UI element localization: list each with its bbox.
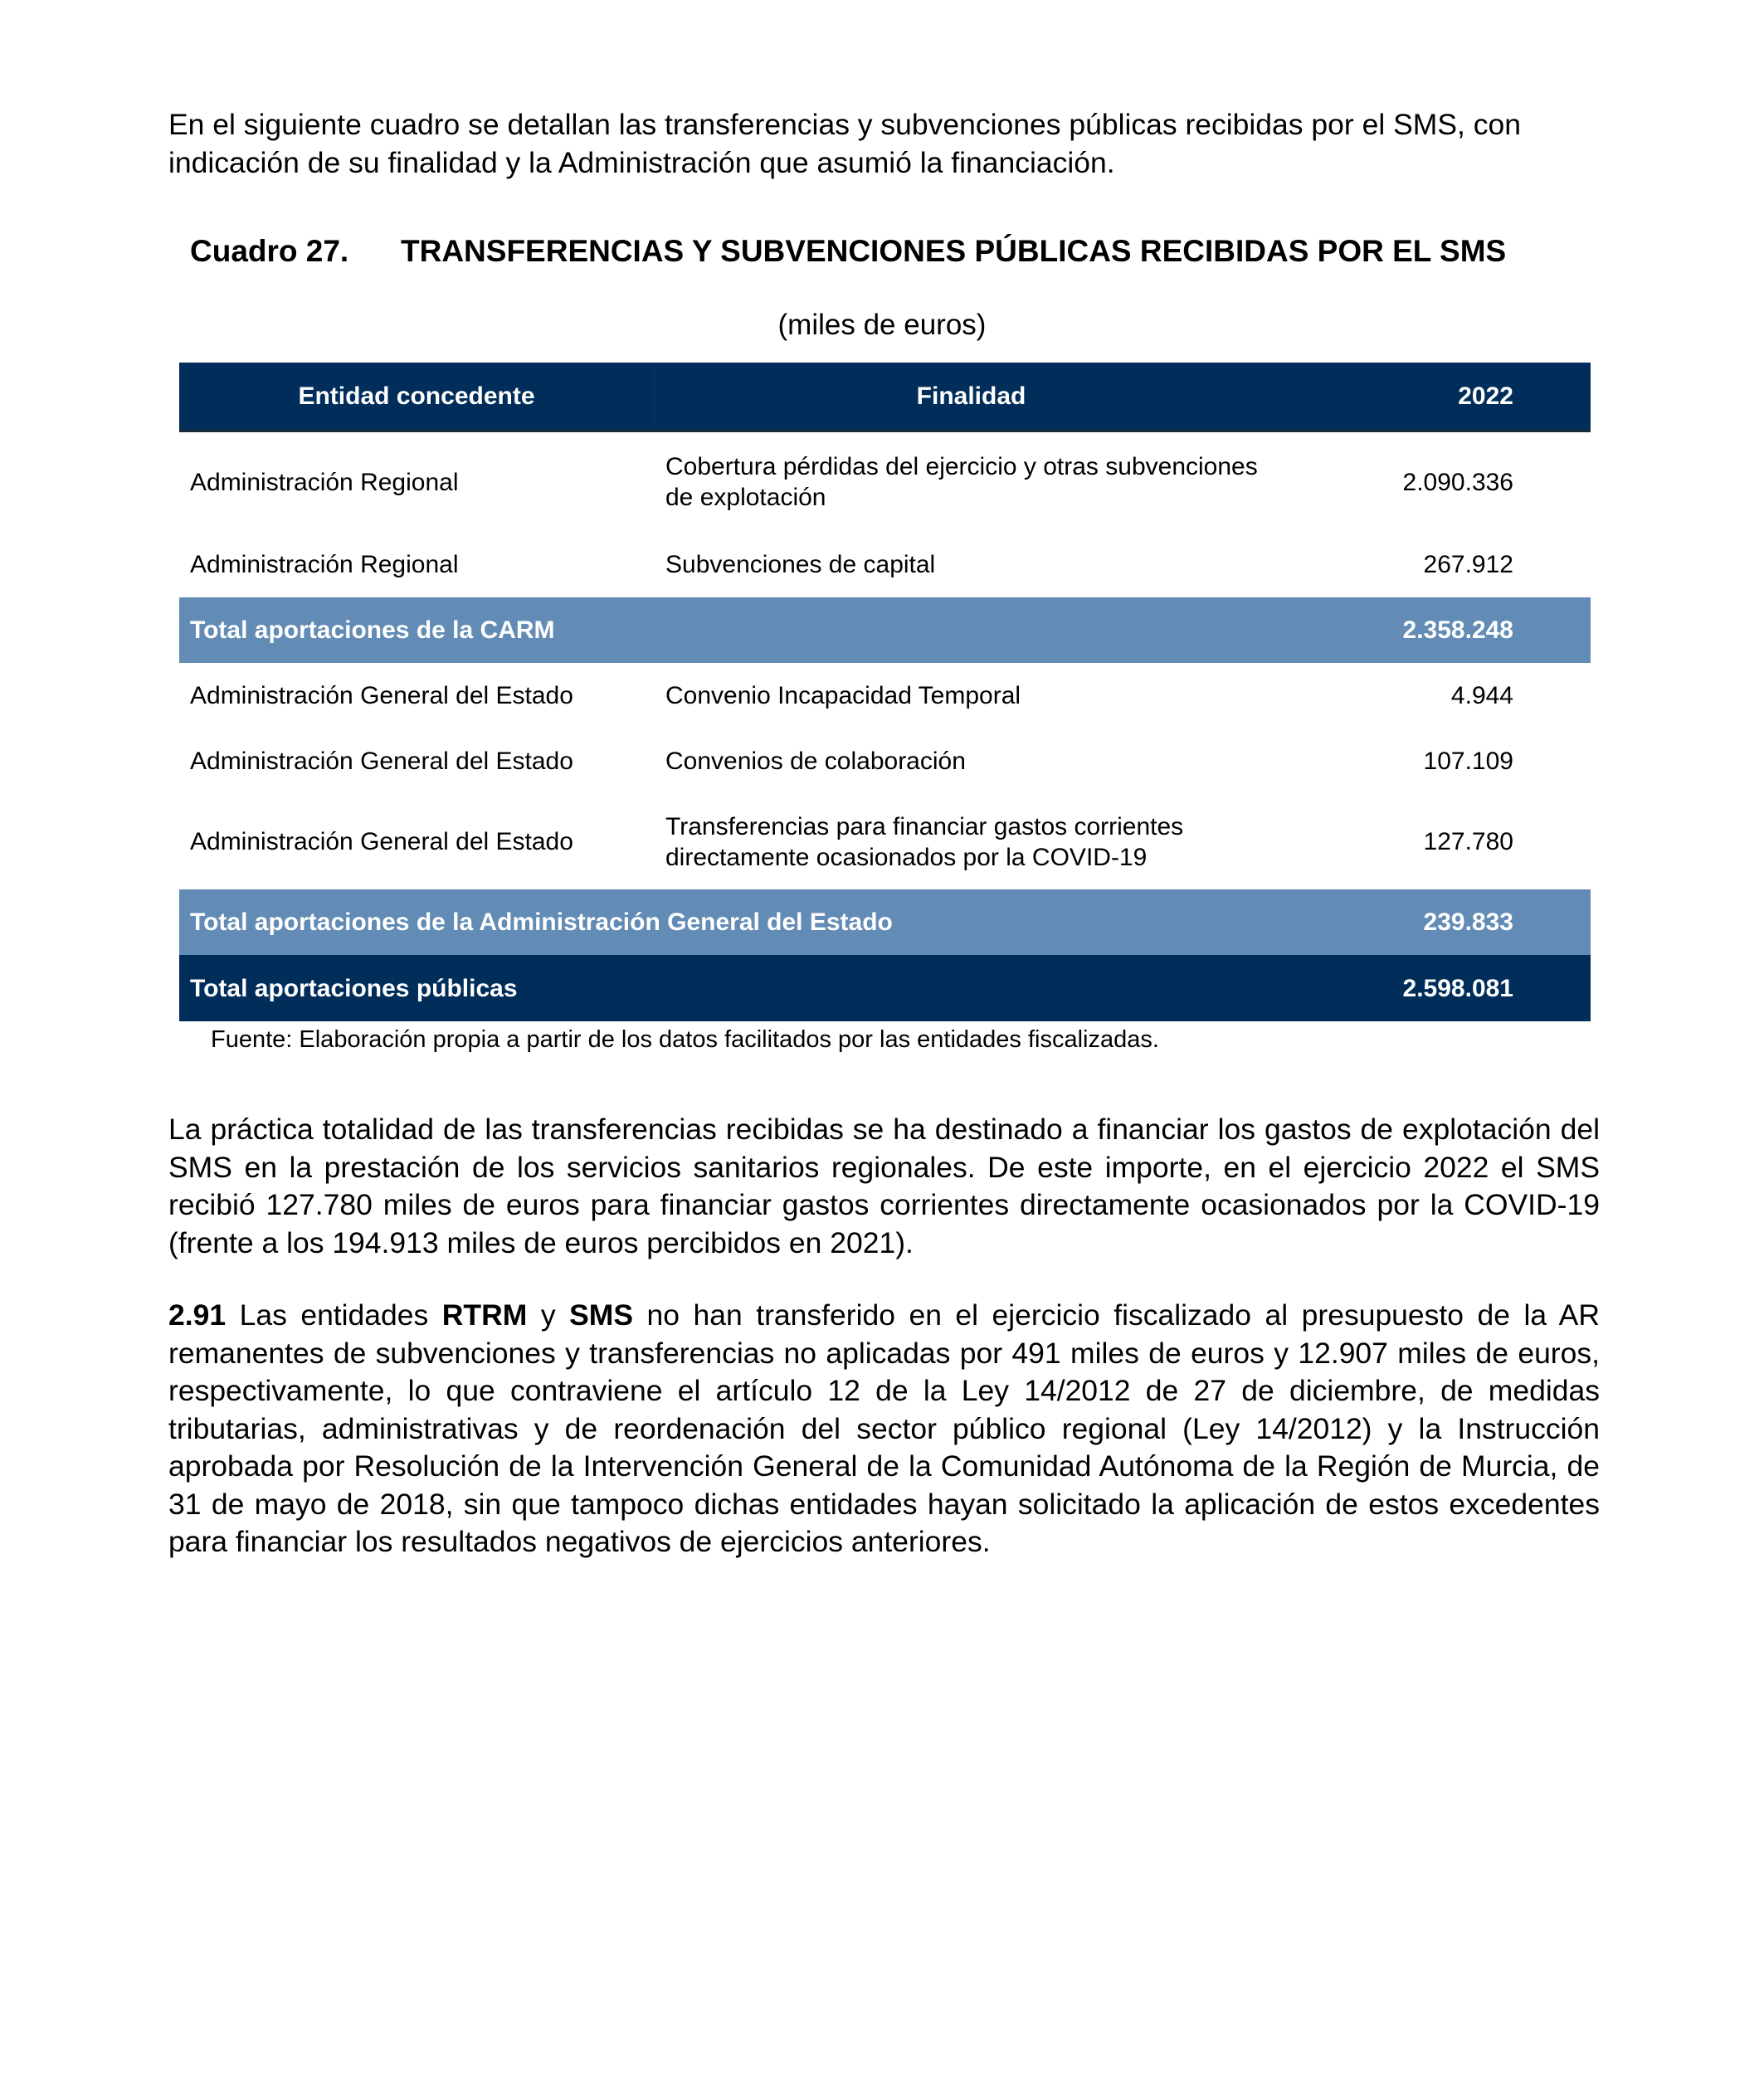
cell-valor: 2.598.081	[1287, 955, 1591, 1021]
cell-entidad: Administración Regional	[190, 551, 459, 578]
header-entidad: Entidad concedente	[179, 363, 655, 431]
table-title	[190, 234, 1507, 269]
table-title-text: TRANSFERENCIAS Y SUBVENCIONES PÚBLICAS RECIBIDAS POR EL SMS	[401, 234, 1507, 268]
cell-valor: 267.912	[1423, 551, 1513, 578]
table-number: Cuadro 27.	[190, 234, 349, 268]
text: Las entidades	[226, 1298, 442, 1332]
total-row	[179, 955, 1591, 1021]
header-finalidad: Finalidad	[655, 363, 1287, 431]
table-row	[179, 532, 1591, 597]
table-source: Fuente: Elaboración propia a partir de los datos facilitados por las entidades fiscalizadas.	[211, 1026, 1159, 1053]
cell-finalidad: Subvenciones de capital	[665, 551, 936, 578]
cell-valor: 239.833	[1287, 889, 1591, 955]
table-row	[179, 663, 1591, 728]
cell-finalidad: Cobertura pérdidas del ejercicio y otras subvenciones de explotación	[665, 453, 1258, 511]
subtotal-row-carm	[179, 597, 1591, 663]
cell-valor: 2.090.336	[1402, 468, 1513, 496]
subtotal-row-age	[179, 889, 1591, 955]
cell-entidad: Total aportaciones de la Administración General del Estado	[179, 889, 1287, 955]
cell-finalidad: Convenios de colaboración	[665, 748, 966, 775]
table-row	[179, 794, 1591, 889]
cell-entidad: Total aportaciones públicas	[179, 955, 1287, 1021]
cell-finalidad: Convenio Incapacidad Temporal	[665, 682, 1021, 709]
cell-valor: 107.109	[1423, 748, 1513, 775]
cell-entidad: Administración General del Estado	[190, 828, 573, 855]
cell-valor: 127.780	[1423, 828, 1513, 855]
header-year: 2022	[1287, 363, 1591, 431]
text: y	[527, 1298, 570, 1332]
table-row	[179, 431, 1591, 533]
table-row	[179, 728, 1591, 794]
cell-entidad: Administración General del Estado	[190, 682, 573, 709]
entity-sms: SMS	[569, 1298, 634, 1332]
paragraph-2-91	[168, 1297, 1600, 1561]
cell-valor: 4.944	[1450, 682, 1513, 709]
cell-entidad: Administración Regional	[190, 468, 459, 496]
entity-rtrm: RTRM	[441, 1298, 528, 1332]
cell-finalidad: Transferencias para financiar gastos corrientes directamente ocasionados por la COVID-19	[665, 812, 1184, 871]
cell-entidad: Total aportaciones de la CARM	[179, 597, 1287, 663]
intro-paragraph: En el siguiente cuadro se detallan las transferencias y subvenciones públicas recibidas por el SMS, con indicación de su finalidad y la Administración que asumió la financiación.	[168, 108, 1521, 179]
cell-entidad: Administración General del Estado	[190, 748, 573, 775]
table-header-row	[179, 363, 1591, 431]
table-units: (miles de euros)	[777, 309, 987, 341]
text: no han transferido en el ejercicio fiscalizado al presupuesto de la AR remanentes de subvenciones y transferencias no aplicadas por 491 miles de euros y 12.907 miles de euros, respectivamente, lo que contraviene el artículo 12 de la Ley 14/2012 de 27 de diciembre, de medidas tributarias, administrativas y de reordenación del sector público regional (Ley 14/2012) y la Instrucción aprobada por Resolución de la Intervención General de la Comunidad Autónoma de la Región de Murcia, de 31 de mayo de 2018, sin que tampoco dichas entidades hayan solicitado la aplicación de estos excedentes para financiar los resultados negativos de ejercicios anteriores.	[168, 1298, 1600, 1558]
paragraph-1: La práctica totalidad de las transferencias recibidas se ha destinado a financiar los gastos de explotación del SMS en la prestación de los servicios sanitarios regionales. De este importe, en el ejercicio 2022 el SMS recibió 127.780 miles de euros para financiar gastos corrientes directamente ocasionados por la COVID-19 (frente a los 194.913 miles de euros percibidos en 2021).	[168, 1113, 1600, 1259]
paragraph-number: 2.91	[168, 1298, 227, 1332]
transfers-table	[179, 363, 1591, 1021]
cell-valor: 2.358.248	[1287, 597, 1591, 663]
